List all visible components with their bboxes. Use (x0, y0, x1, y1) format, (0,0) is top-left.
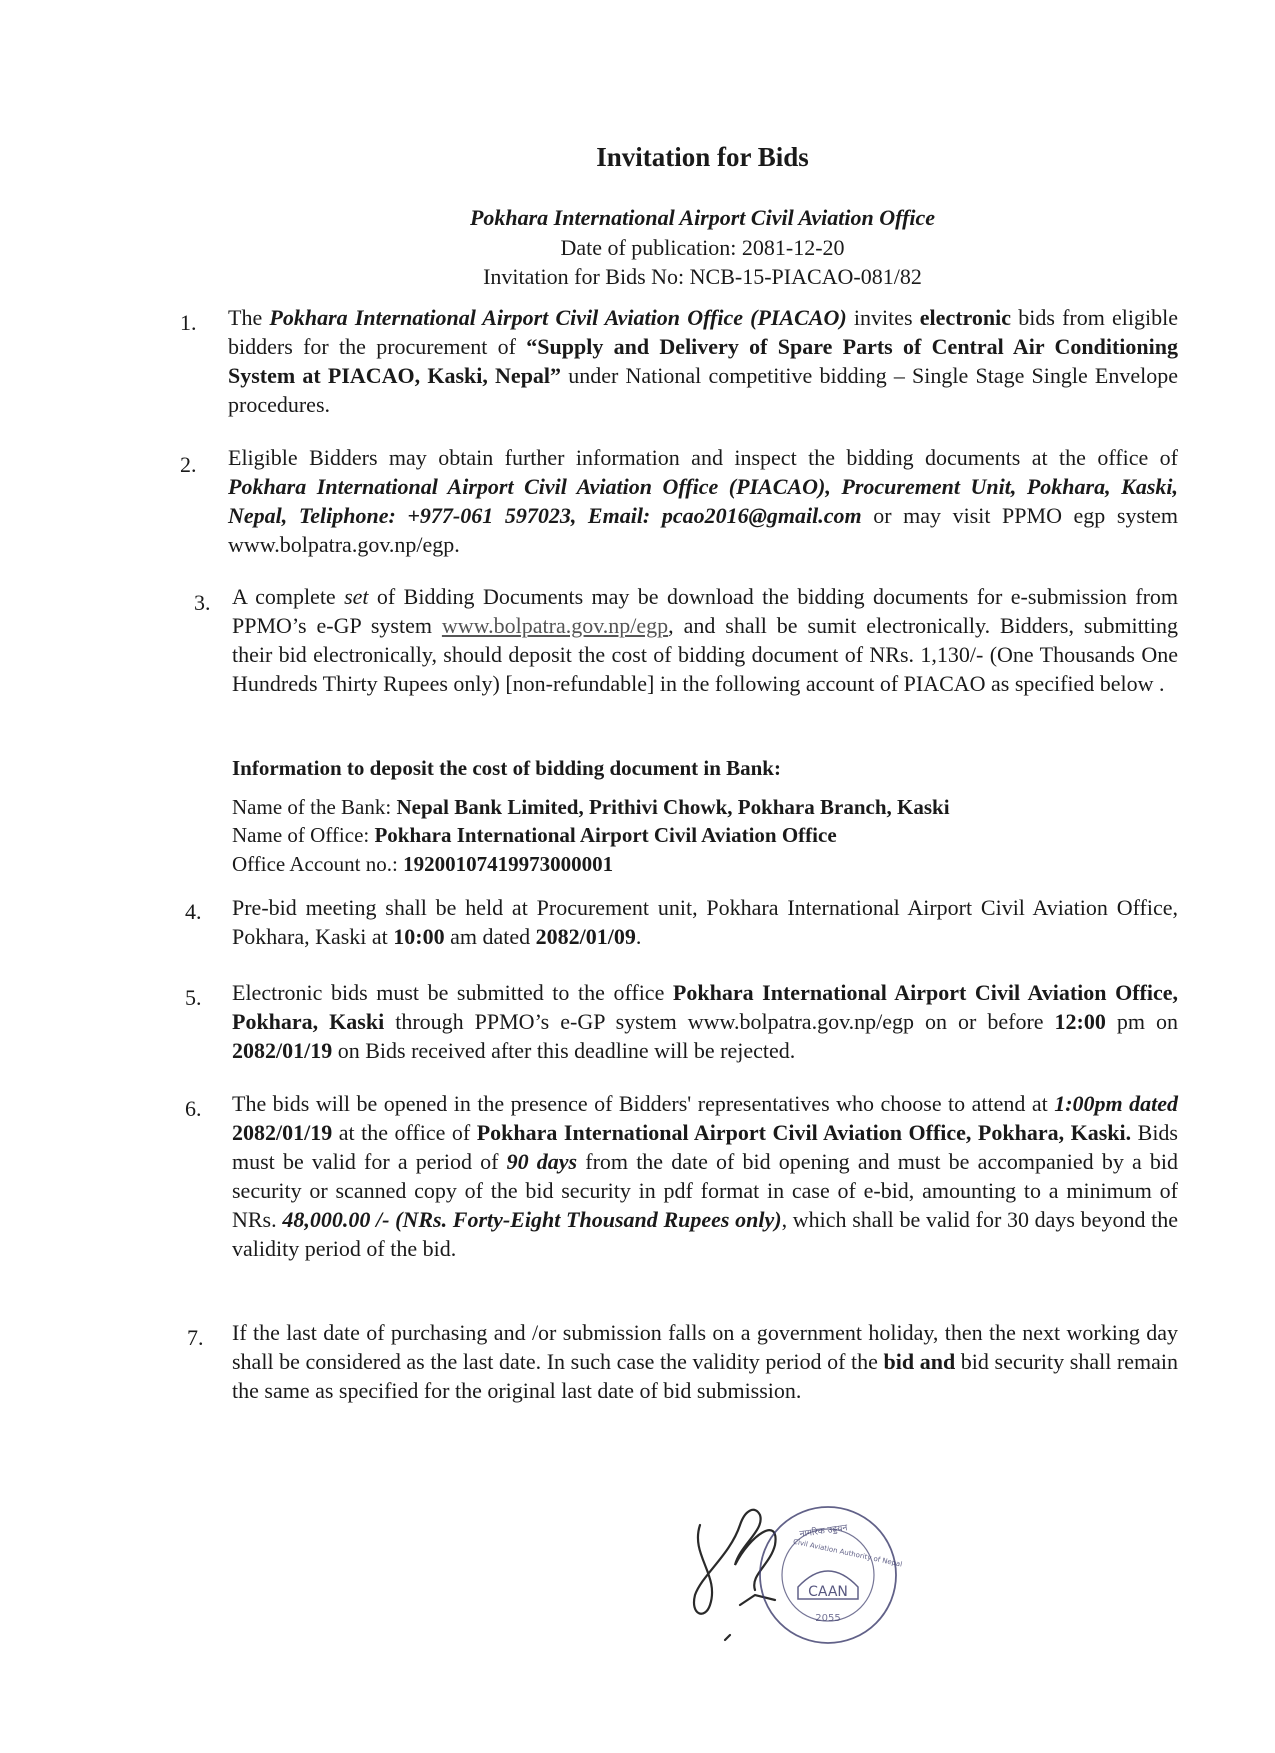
paragraph-text: Eligible Bidders may obtain further information and inspect the bidding documents at the office of (228, 445, 1178, 470)
paragraph-text: Pokhara International Airport Civil Aviation Office, Pokhara, Kaski. (476, 1120, 1132, 1145)
paragraph-text: 90 days (506, 1149, 578, 1174)
paragraph-text: 2082/01/19 (232, 1120, 333, 1145)
account-label: Office Account no.: (232, 852, 404, 876)
item-number: 3. (194, 590, 211, 615)
item-number: 1. (180, 310, 197, 335)
paragraph-text: through PPMO’s e-GP system www.bolpatra.gov.np/egp on or before (384, 1009, 1055, 1034)
ifb-number: Invitation for Bids No: NCB-15-PIACAO-081/82 (483, 264, 922, 289)
paragraph-text: 48,000.00 /- (NRs. Forty-Eight Thousand Rupees only) (282, 1207, 782, 1232)
paragraph-text: bid security shall remain the same as specified for the original last date of bid submission. (232, 1349, 1178, 1403)
paragraph-text: Pokhara International Airport Civil Aviation Office, Pokhara, Kaski (232, 980, 1179, 1034)
seal-logo: CAAN (808, 1584, 848, 1600)
paragraph-text: The bids will be opened in the presence of Bidders' representatives who choose to attend at (232, 1091, 1055, 1116)
paragraph-text: bid and (883, 1349, 956, 1374)
paragraph-text: electronic (919, 305, 1012, 330)
paragraph-text: on Bids received after this deadline will be rejected. (332, 1038, 796, 1063)
paragraph-text: , and shall be sumit electronically. Bidders, submitting their bid electronically, should deposit the cost of bidding document of NRs. 1,130/- (One Thousands One Hundreds Thirty Rupees only) [non-refundable] in the following account of PIACAO as specified below . (232, 613, 1179, 696)
bank-name-line (232, 795, 950, 820)
paragraph-text: 10:00 (393, 924, 445, 949)
paragraph-text: 2082/01/09 (535, 924, 636, 949)
office-name: Pokhara International Airport Civil Aviation Office (469, 205, 936, 230)
paragraph-text: Pre-bid meeting shall be held at Procurement unit, Pokhara International Airport Civil Aviation Office, Pokhara, Kaski at (232, 895, 1178, 949)
bank-info-heading: Information to deposit the cost of bidding document in Bank: (232, 756, 781, 780)
item-number: 2. (180, 452, 197, 477)
paragraph-text: of Bidding Documents may be download the bidding documents for e-submission from PPMO’s e-GP system (232, 584, 1179, 638)
account-value: 19200107419973000001 (403, 852, 614, 876)
office-name-value: Pokhara International Airport Civil Aviation Office (374, 823, 837, 847)
item-number: 5. (185, 985, 202, 1010)
paragraph-text: from the date of bid opening and must be accompanied by a bid security or scanned copy of the bid security in pdf format in case of e-bid, amounting to a minimum of NRs. (232, 1149, 1179, 1232)
office-name-line (232, 823, 837, 848)
paragraph-text: , which shall be valid for 30 days beyond the validity period of the bid. (232, 1207, 1179, 1261)
paragraph-text: “Supply and Delivery of Spare Parts of Central Air Conditioning System at PIACAO, Kaski, Nepal” (228, 334, 1179, 388)
page-title: Invitation for Bids (596, 142, 809, 172)
paragraph-text: bids from eligible bidders for the procurement of (228, 305, 1179, 359)
seal-text-en: Civil Aviation Authority of Nepal (792, 1537, 903, 1569)
paragraph-text: 2082/01/19 (232, 1038, 333, 1063)
list-item (228, 443, 1178, 559)
paragraph-text: Bids must be valid for a period of (232, 1120, 1178, 1174)
paragraph-text: invites (846, 305, 920, 330)
handwritten-signature (694, 1510, 776, 1640)
paragraph-text: www.bolpatra.gov.np/egp (441, 613, 669, 638)
seal-text-top: नागरिक उड्डयन (799, 1523, 849, 1540)
signature-stamp (680, 1495, 910, 1665)
paragraph-text: A complete (232, 584, 345, 609)
list-item (232, 582, 1178, 698)
bank-name-value: Nepal Bank Limited, Prithivi Chowk, Pokhara Branch, Kaski (396, 795, 950, 819)
list-item (232, 978, 1178, 1065)
paragraph-text: or may visit PPMO egp system www.bolpatra.gov.np/egp. (228, 503, 1179, 557)
paragraph-text: am dated (444, 924, 536, 949)
paragraph-text: The (228, 305, 270, 330)
list-item (228, 303, 1178, 419)
item-number: 6. (185, 1096, 202, 1121)
seal-year: 2055 (815, 1613, 841, 1624)
paragraph-text: 1:00pm dated (1054, 1091, 1178, 1116)
paragraph-text: . (635, 924, 642, 949)
official-seal (760, 1507, 903, 1643)
paragraph-text: 12:00 (1054, 1009, 1106, 1034)
list-item (232, 1318, 1178, 1405)
account-line (232, 852, 613, 877)
paragraph-text: Pokhara International Airport Civil Aviation Office (PIACAO) (269, 305, 847, 330)
publication-date: Date of publication: 2081-12-20 (560, 235, 845, 260)
bank-name-label: Name of the Bank: (232, 795, 397, 819)
paragraph-text: Electronic bids must be submitted to the office (232, 980, 673, 1005)
paragraph-text: pm on (1105, 1009, 1178, 1034)
paragraph-text: set (344, 584, 369, 609)
office-name-label: Name of Office: (232, 823, 375, 847)
paragraph-text: Pokhara International Airport Civil Aviation Office (PIACAO), Procurement Unit, Pokhara, Kaski, Nepal, Teliphone: +977-061 597023, Email: pcao2016@gmail.com (228, 474, 1178, 528)
paragraph-text: If the last date of purchasing and /or submission falls on a government holiday, then the next working day shall be considered as the last date. In such case the validity period of the (232, 1320, 1178, 1374)
item-number: 7. (187, 1325, 204, 1350)
item-number: 4. (185, 899, 202, 924)
list-item (232, 1089, 1178, 1263)
paragraph-text: at the office of (332, 1120, 477, 1145)
paragraph-text: under National competitive bidding – Single Stage Single Envelope procedures. (228, 363, 1178, 417)
list-item (232, 893, 1178, 951)
